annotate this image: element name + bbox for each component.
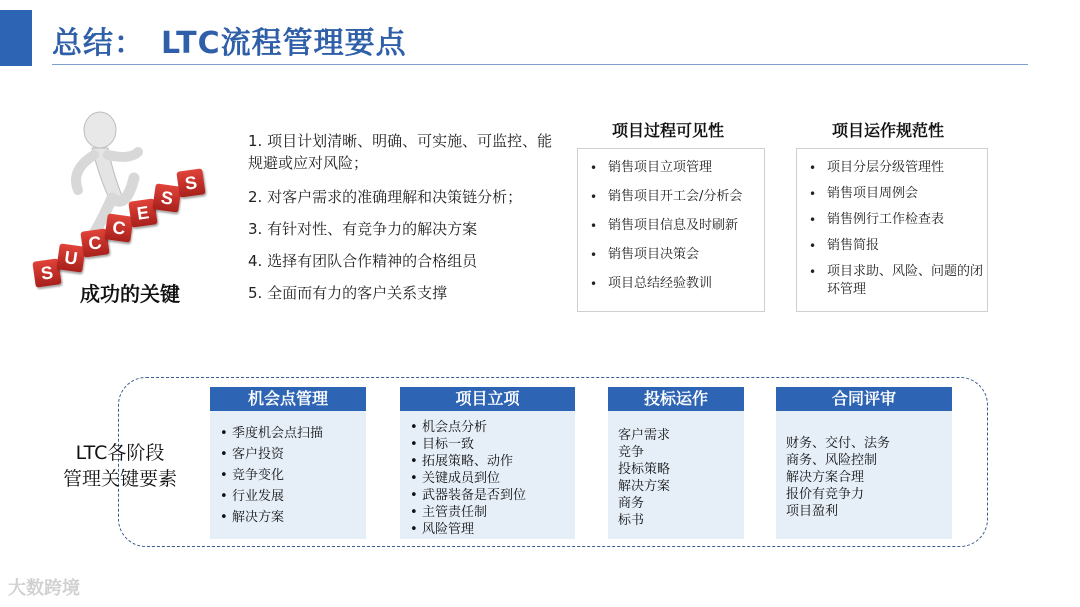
visibility-item: • 销售项目决策会	[588, 246, 764, 264]
stage-card-item: 竞争	[618, 445, 645, 460]
key-point-item: 4. 选择有团队合作精神的合格组员	[248, 252, 478, 270]
stage-card-item: • 解决方案	[220, 509, 356, 526]
success-letter-block: S	[152, 183, 181, 212]
normative-item: • 项目求助、风险、问题的闭环管理	[807, 263, 987, 299]
stages-label	[50, 440, 190, 492]
stage-card-item: 解决方案合理	[786, 470, 865, 485]
visibility-item: • 销售项目开工会/分析会	[588, 188, 764, 206]
stage-card-body	[776, 411, 952, 520]
stage-card-item: • 机会点分析	[410, 419, 565, 436]
key-point-item: 3. 有针对性、有竞争力的解决方案	[248, 220, 478, 238]
stage-card-item: • 季度机会点扫描	[220, 425, 356, 442]
stage-card-body	[400, 411, 575, 538]
key-point-item: 5. 全面而有力的客户关系支撑	[248, 284, 448, 302]
visibility-panel	[577, 148, 765, 312]
stage-card-item: • 拓展策略、动作	[410, 453, 565, 470]
stage-card-item: • 风险管理	[410, 521, 565, 538]
stage-card-item: • 行业发展	[220, 488, 356, 505]
stage-card-item: 报价有竞争力	[786, 487, 865, 502]
stages-label-line1: LTC各阶段	[75, 442, 165, 464]
stage-card-item: 客户需求	[618, 428, 671, 443]
stage-card-project	[400, 387, 575, 539]
figure-caption: 成功的关键	[80, 282, 180, 306]
stage-card-title: 合同评审	[776, 387, 952, 411]
stage-card-item: • 目标一致	[410, 436, 565, 453]
normative-item: • 销售项目周例会	[807, 185, 987, 203]
stages-label-line2: 管理关键要素	[62, 468, 177, 490]
key-points-list	[248, 130, 558, 314]
stage-card-item: • 主管责任制	[410, 504, 565, 521]
normative-item: • 销售例行工作检查表	[807, 211, 987, 229]
key-point-item: 2. 对客户需求的准确理解和决策链分析；	[248, 188, 523, 206]
stage-card-item: • 关键成员到位	[410, 470, 565, 487]
stage-card-item: • 客户投资	[220, 446, 356, 463]
stage-card-item: 商务、风险控制	[786, 453, 878, 468]
stage-card-title: 机会点管理	[210, 387, 366, 411]
stage-card-body	[210, 411, 366, 526]
success-letter-block: S	[176, 168, 205, 197]
success-letter-block: C	[80, 228, 109, 257]
watermark-logo: 大数跨境	[8, 578, 80, 599]
normative-panel	[796, 148, 988, 312]
visibility-title: 项目过程可见性	[612, 121, 725, 140]
stage-card-item: 项目盈利	[786, 504, 839, 519]
success-letter-block: S	[32, 258, 61, 287]
normative-item: • 项目分层分级管理性	[807, 159, 987, 177]
stage-card-item: 标书	[618, 513, 645, 528]
key-point-item: 1. 项目计划清晰、明确、可实施、可监控、能规避或应对风险；	[248, 132, 553, 172]
success-illustration	[30, 100, 230, 300]
success-letter-block: U	[56, 243, 85, 272]
normative-item: • 销售简报	[807, 237, 987, 255]
stage-card-title: 投标运作	[608, 387, 744, 411]
stage-card-item: 解决方案	[618, 479, 671, 494]
stage-card-contract	[776, 387, 952, 539]
success-letter-block: C	[104, 213, 133, 242]
visibility-item: • 销售项目信息及时刷新	[588, 217, 764, 235]
stage-card-item: 财务、交付、法务	[786, 436, 891, 451]
title-accent-bar	[0, 10, 32, 66]
running-figure-icon	[30, 100, 230, 300]
stage-card-bidding	[608, 387, 744, 539]
success-letter-block: E	[128, 198, 157, 227]
stage-card-body	[608, 411, 744, 529]
stage-card-item: 商务	[618, 496, 645, 511]
stage-card-opportunity	[210, 387, 366, 539]
stage-card-title: 项目立项	[400, 387, 575, 411]
visibility-item: • 销售项目立项管理	[588, 159, 764, 177]
stage-card-item: 投标策略	[618, 462, 671, 477]
stage-card-item: • 竞争变化	[220, 467, 356, 484]
stage-card-item: • 武器装备是否到位	[410, 487, 565, 504]
page-title: 总结： LTC流程管理要点	[52, 26, 407, 61]
visibility-item: • 项目总结经验教训	[588, 275, 764, 293]
normative-title: 项目运作规范性	[832, 121, 945, 140]
title-divider	[52, 64, 1028, 65]
